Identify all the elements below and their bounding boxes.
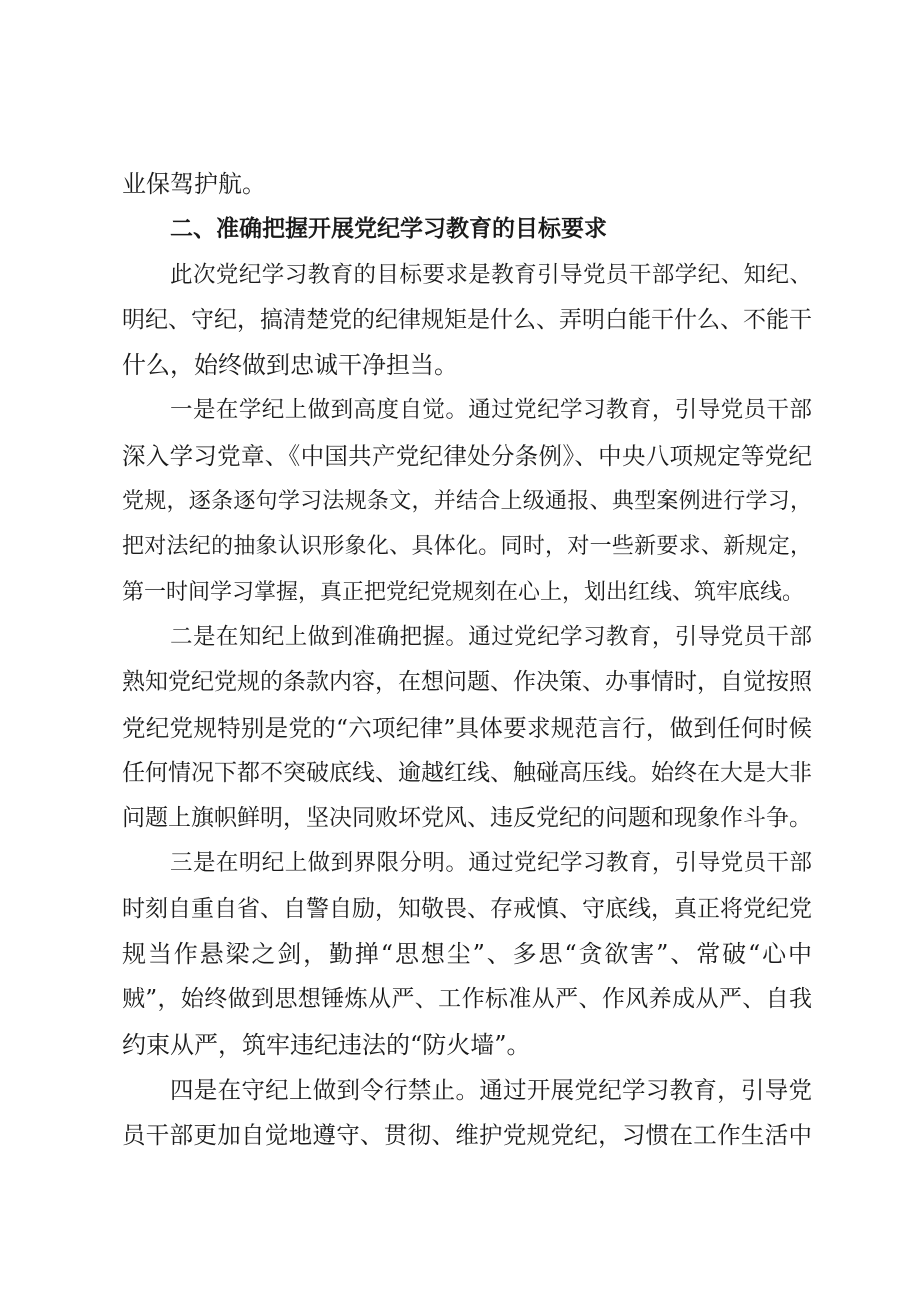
text-line: 此次党纪学习教育的目标要求是教育引导党员干部学纪、知纪、 [170, 261, 812, 288]
paragraph-understand-discipline [122, 841, 812, 1067]
paragraph-observe-discipline [122, 1068, 812, 1159]
paragraph-continuation: 业保驾护航。 [122, 170, 266, 198]
paragraph-learn-discipline [122, 388, 812, 614]
text-line: 员干部更加自觉地遵守、贯彻、维护党规党纪，习惯在工作生活中 [122, 1121, 812, 1150]
text-line: 时刻自重自省、自警自励，知敬畏、存戒慎、守底线，真正将党纪党 [122, 895, 812, 922]
text-line: 深入学习党章、《中国共产党纪律处分条例》、中央八项规定等党纪 [122, 441, 812, 470]
text-line: 三是在明纪上做到界限分明。通过党纪学习教育，引导党员干部 [170, 850, 812, 877]
section-heading: 二、准确把握开展党纪学习教育的目标要求 [170, 216, 607, 243]
text-line: 问题上旗帜鲜明，坚决同败坏党风、违反党纪的问题和现象作斗争。 [122, 805, 812, 832]
text-line: 把对法纪的抽象认识形象化、具体化。同时，对一些新要求、新规定， [122, 534, 812, 560]
text-line: 党纪党规特别是党的“六项纪律”具体要求规范言行，做到任何时候 [122, 713, 812, 742]
text-line: 贼”，始终做到思想锤炼从严、工作标准从严、作风养成从严、自我 [122, 986, 812, 1013]
text-line: 规当作悬梁之剑，勤掸“思想尘”、多思“贪欲害”、常破“心中 [122, 940, 812, 969]
text-line: 明纪、守纪，搞清楚党的纪律规矩是什么、弄明白能干什么、不能干 [122, 306, 812, 333]
paragraph-know-discipline [122, 615, 812, 841]
text-line: 第一时间学习掌握，真正把党纪党规刻在心上，划出红线、筑牢底线。 [122, 579, 805, 605]
text-line: 任何情况下都不突破底线、逾越红线、触碰高压线。始终在大是大非 [122, 759, 812, 786]
text-line: 一是在学纪上做到高度自觉。通过党纪学习教育，引导党员干部 [170, 397, 812, 424]
document-body [122, 162, 812, 1159]
text-line: 约束从严，筑牢违纪违法的“防火墙”。 [122, 1030, 531, 1059]
text-line: 什么，始终做到忠诚干净担当。 [122, 351, 458, 380]
paragraph-objectives [122, 253, 812, 389]
text-line: 熟知党纪党规的条款内容，在想问题、作决策、办事情时，自觉按照 [122, 669, 812, 696]
text-line: 党规，逐条逐句学习法规条文，并结合上级通报、典型案例进行学习， [122, 489, 812, 515]
text-line: 四是在守纪上做到令行禁止。通过开展党纪学习教育，引导党 [170, 1075, 812, 1104]
text-line: 二是在知纪上做到准确把握。通过党纪学习教育，引导党员干部 [170, 623, 812, 650]
